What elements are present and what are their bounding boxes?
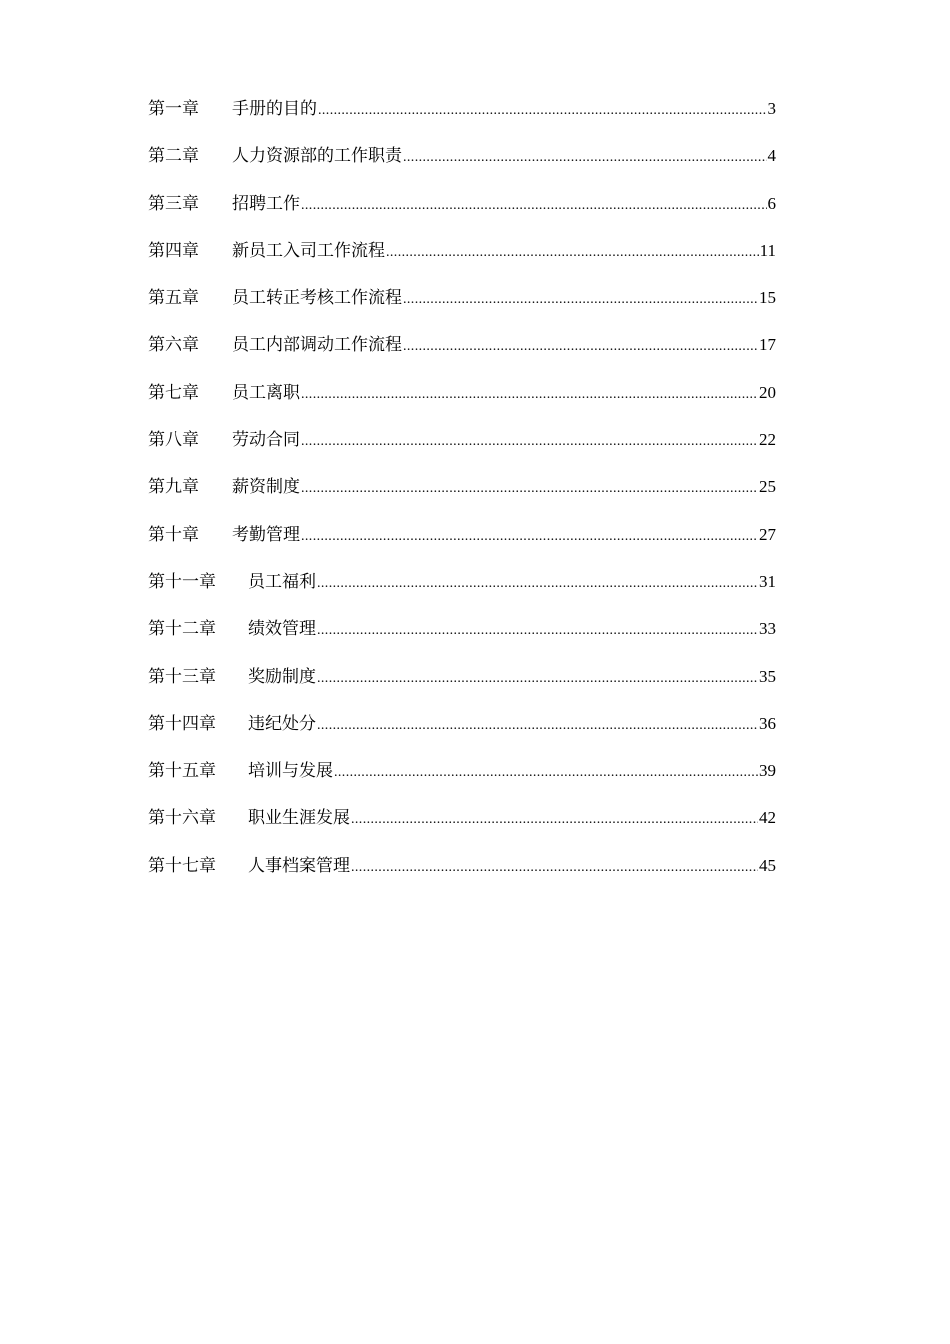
toc-title: 员工离职 bbox=[232, 382, 300, 403]
toc-chapter-label: 第五章 bbox=[148, 288, 199, 309]
toc-chapter-label: 第十一章 bbox=[148, 571, 216, 592]
toc-page-number: 25 bbox=[759, 477, 776, 497]
toc-title: 手册的目的 bbox=[232, 99, 317, 119]
toc-chapter-label: 第八章 bbox=[148, 430, 199, 451]
toc-page-number: 39 bbox=[759, 761, 776, 781]
toc-dot-leader bbox=[334, 756, 758, 790]
toc-title: 新员工入司工作流程 bbox=[232, 240, 385, 261]
toc-title: 培训与发展 bbox=[248, 761, 333, 782]
toc-entry-17[interactable] bbox=[148, 849, 776, 896]
toc-chapter-label: 第十七章 bbox=[148, 855, 216, 876]
toc-dot-leader bbox=[318, 94, 767, 128]
toc-title: 薪资制度 bbox=[232, 477, 300, 498]
toc-page-number: 11 bbox=[759, 240, 776, 260]
toc-entry-5[interactable] bbox=[148, 281, 776, 328]
toc-entry-10[interactable] bbox=[148, 518, 776, 565]
toc-chapter-label: 第二章 bbox=[148, 146, 199, 167]
toc-page-number: 3 bbox=[767, 99, 776, 118]
toc-entry-1[interactable] bbox=[148, 92, 776, 139]
toc-entry-3[interactable] bbox=[148, 187, 776, 234]
toc-chapter-label: 第九章 bbox=[148, 477, 199, 498]
toc-dot-leader bbox=[403, 330, 758, 364]
toc-title: 招聘工作 bbox=[232, 193, 300, 214]
toc-title: 员工转正考核工作流程 bbox=[232, 288, 402, 309]
toc-chapter-label: 第三章 bbox=[148, 193, 199, 214]
toc-entry-13[interactable] bbox=[148, 660, 776, 707]
toc-title: 员工福利 bbox=[248, 571, 316, 592]
toc-entry-8[interactable] bbox=[148, 423, 776, 470]
toc-dot-leader bbox=[317, 709, 758, 743]
toc-page-number: 4 bbox=[767, 146, 776, 166]
toc-entry-12[interactable] bbox=[148, 612, 776, 659]
toc-entry-6[interactable] bbox=[148, 328, 776, 375]
toc-page-number: 15 bbox=[759, 288, 776, 308]
toc-page-number: 42 bbox=[759, 808, 776, 828]
toc-dot-leader bbox=[301, 189, 767, 223]
toc-dot-leader bbox=[403, 283, 758, 317]
toc-title: 劳动合同 bbox=[232, 430, 300, 451]
toc-entry-16[interactable] bbox=[148, 801, 776, 848]
toc-page-number: 22 bbox=[759, 430, 776, 450]
toc-entry-15[interactable] bbox=[148, 754, 776, 801]
toc-page-number: 17 bbox=[759, 335, 776, 355]
toc-dot-leader bbox=[351, 851, 758, 885]
toc-dot-leader bbox=[301, 425, 758, 459]
toc-entry-2[interactable] bbox=[148, 139, 776, 186]
toc-dot-leader bbox=[301, 472, 758, 506]
toc-dot-leader bbox=[386, 236, 759, 270]
toc-page-number: 33 bbox=[759, 619, 776, 639]
toc-page-number: 20 bbox=[759, 382, 776, 402]
toc-dot-leader bbox=[403, 141, 767, 175]
toc-title: 奖励制度 bbox=[248, 666, 316, 687]
toc-entry-7[interactable] bbox=[148, 376, 776, 423]
toc-title: 人力资源部的工作职责 bbox=[232, 146, 402, 167]
toc-page-number: 36 bbox=[759, 713, 776, 733]
toc-chapter-label: 第六章 bbox=[148, 335, 199, 356]
toc-page-number: 35 bbox=[759, 666, 776, 686]
toc-page-number: 6 bbox=[767, 193, 776, 213]
toc-entry-14[interactable] bbox=[148, 707, 776, 754]
toc-title: 考勤管理 bbox=[232, 524, 300, 545]
toc-entry-11[interactable] bbox=[148, 565, 776, 612]
toc-entry-4[interactable] bbox=[148, 234, 776, 281]
toc-chapter-label: 第十章 bbox=[148, 524, 199, 545]
toc-dot-leader bbox=[317, 614, 758, 648]
toc-dot-leader bbox=[351, 803, 758, 837]
table-of-contents bbox=[148, 92, 776, 896]
toc-title: 职业生涯发展 bbox=[248, 808, 350, 829]
toc-chapter-label: 第一章 bbox=[148, 99, 199, 119]
toc-dot-leader bbox=[317, 662, 758, 696]
toc-title: 绩效管理 bbox=[248, 619, 316, 640]
toc-title: 违纪处分 bbox=[248, 713, 316, 734]
toc-dot-leader bbox=[317, 567, 758, 601]
toc-page-number: 45 bbox=[759, 855, 776, 875]
toc-entry-9[interactable] bbox=[148, 470, 776, 517]
toc-title: 员工内部调动工作流程 bbox=[232, 335, 402, 356]
toc-dot-leader bbox=[301, 378, 758, 412]
toc-page-number: 27 bbox=[759, 524, 776, 544]
toc-chapter-label: 第十二章 bbox=[148, 619, 216, 640]
toc-chapter-label: 第十三章 bbox=[148, 666, 216, 687]
toc-chapter-label: 第十六章 bbox=[148, 808, 216, 829]
toc-dot-leader bbox=[301, 520, 758, 554]
toc-chapter-label: 第七章 bbox=[148, 382, 199, 403]
toc-title: 人事档案管理 bbox=[248, 855, 350, 876]
toc-chapter-label: 第十四章 bbox=[148, 713, 216, 734]
toc-chapter-label: 第十五章 bbox=[148, 761, 216, 782]
toc-page-number: 31 bbox=[759, 571, 776, 591]
toc-chapter-label: 第四章 bbox=[148, 240, 199, 261]
